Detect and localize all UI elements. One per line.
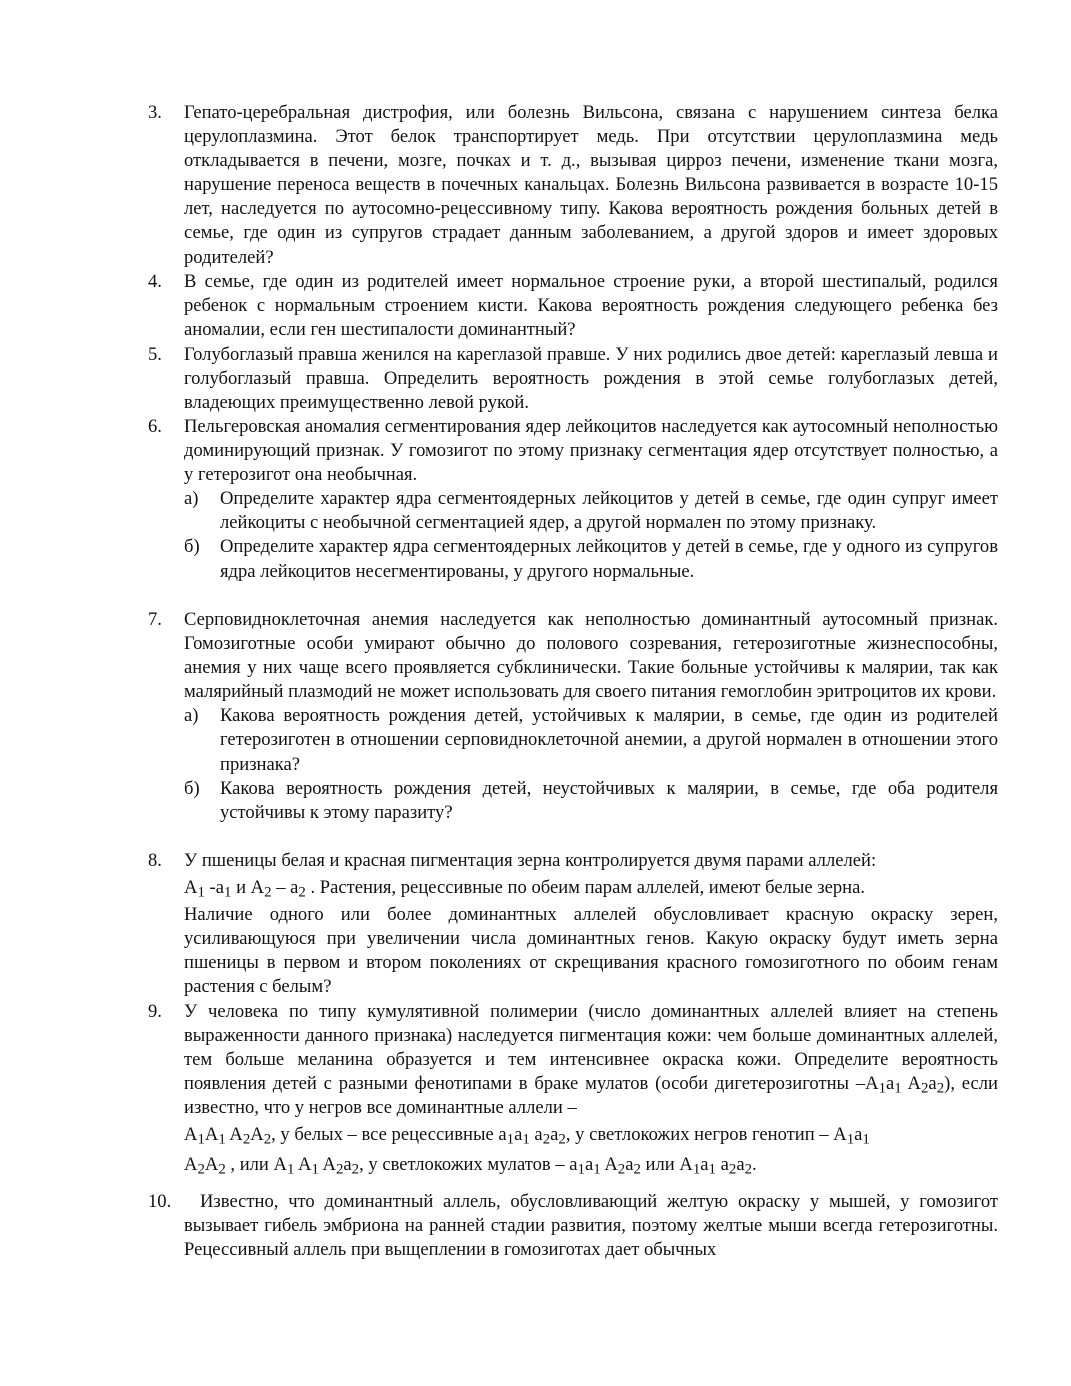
task-item-7 (148, 608, 998, 825)
sub-item-b (184, 777, 998, 825)
item-number: 7. (148, 609, 162, 630)
sub-item-a (184, 487, 998, 535)
task-item-9 (148, 1000, 998, 1180)
item-text: У пшеницы белая и красная пигментация зерна контролируется двумя парами аллелей: (184, 850, 877, 871)
task-item-4 (148, 270, 998, 342)
item-number: 4. (148, 271, 162, 292)
item-text: Гепато-церебральная дистрофия, или болезнь Вильсона, связана с нарушением синтеза белка церулоплазмина. Этот белок транспортирует медь. При отсутствии церулоплазмина медь откладывается в печени, мозге, почках и т. д., вызывая цирроз печени, изменение ткани мозга, нарушение переноса веществ в почечных канальцах. Болезнь Вильсона развивается в возрасте 10-15 лет, наследуется по аутосомно-рецессивному типу. Какова вероятность рождения больных детей в семье, где один из супругов страдает данным заболеванием, а другой здоров и имеет здоровых родителей? (184, 102, 998, 268)
task-item-10 (148, 1190, 998, 1262)
item-text: У человека по типу кумулятивной полимерии (число доминантных аллелей влияет на степень выраженности данного признака) наследуется пигментация кожи: чем больше доминантных аллелей, тем больше меланина образуется и тем интенсивнее окраска кожи. Определите вероятность появления детей с разными фенотипами в браке мулатов (особи дигетерозиготны $-A_1a_1$ $A_2a_2$), если известно, что у негров все доминантные аллели – (184, 1001, 998, 1119)
item-number: 5. (148, 344, 162, 365)
task-item-5 (148, 343, 998, 415)
sub-item-text: Определите характер ядра сегментоядерных лейкоцитов у детей в семье, где у одного из супругов ядра лейкоцитов несегментированы, у другого нормальные. (220, 536, 998, 582)
sub-item-b (184, 535, 998, 583)
item-text: Серповидноклеточная анемия наследуется как неполностью доминантный аутосомный признак. Гомозиготные особи умирают обычно до полового созревания, гетерозиготные жизнеспособны, анемия у них чаще всего проявляется субклинически. Такие больные устойчивы к малярии, так как малярийный плазмодий не может использовать для своего питания гемоглобин эритроцитов их крови. (184, 609, 998, 703)
genotype-formulas: $A_1A_1$ $A_2A_2$, у белых – все рецессивные $a_1a_1$ $a_2a_2$, у светлокожих негров генотип – $A_1a_1$ $A_2A_2$ , или $A_1$ $A_1$ $A_2a_2$, у светлокожих мулатов – $a_1a_1$ $A_2a_2$ или $A_1a_1$ $a_2a_2$. (184, 1124, 870, 1179)
item-number: 9. (148, 1001, 162, 1022)
item-text: Пельгеровская аномалия сегментирования ядер лейкоцитов наследуется как аутосомный неполностью доминирующий признак. У гомозигот по этому признаку сегментация ядер отсутствует полностью, а у гетерозигот она необычная. (184, 416, 998, 486)
sub-item-letter: б) (184, 777, 200, 799)
item-text: Известно, что доминантный аллель, обусловливающий желтую окраску у мышей, у гомозигот вызывает гибель эмбриона на ранней стадии развития, поэтому желтые мыши всегда гетерозиготны. Рецессивный аллель при выщеплении в гомозиготах дает обычных (184, 1191, 998, 1261)
sub-item-letter: а) (184, 488, 199, 510)
sub-item-text: Определите характер ядра сегментоядерных лейкоцитов у детей в семье, где один супруг имеет лейкоциты с необычной сегментацией ядер, а другой нормален по этому признаку. (220, 488, 998, 534)
item-number: 10. (148, 1191, 172, 1212)
sub-item-letter: а) (184, 705, 199, 727)
task-item-6 (148, 415, 998, 584)
item-number: 3. (148, 102, 162, 123)
task-item-3 (148, 101, 998, 270)
item-text: Голубоглазый правша женился на кареглазой правше. У них родились двое детей: кареглазый левша и голубоглазый правша. Определить вероятность рождения в этой семье голубоглазых детей, владеющих преимущественно левой рукой. (184, 344, 998, 414)
sub-item-letter: б) (184, 536, 200, 558)
item-text: В семье, где один из родителей имеет нормальное строение руки, а второй шестипалый, родился ребенок с нормальным строением кисти. Какова вероятность рождения следующего ребенка без аномалии, если ген шестипалости доминантный? (184, 271, 998, 341)
item-number: 8. (148, 850, 162, 871)
sub-item-a (184, 704, 998, 776)
task-item-8 (148, 849, 998, 999)
item-text-continued: Наличие одного или более доминантных аллелей обусловливает красную окраску зерен, усиливающуюся при увеличении числа доминантных генов. Какую окраску будут иметь зерна пшеницы в первом и втором поколениях от скрещивания красного гомозиготного по обоим генам растения с белым? (184, 904, 998, 998)
sub-item-text: Какова вероятность рождения детей, устойчивых к малярии, в семье, где один из родителей гетерозиготен в отношении серповидноклеточной анемии, а другой нормален в отношении этого признака? (220, 705, 998, 775)
item-number: 6. (148, 416, 162, 437)
allele-formula: $A_1$ $-a_1$ и $A_2 - a_2$ . Растения, рецессивные по обеим парам аллелей, имеют белые зерна. (184, 877, 866, 901)
sub-item-text: Какова вероятность рождения детей, неустойчивых к малярии, в семье, где оба родителя устойчивы к этому паразиту? (220, 777, 998, 823)
